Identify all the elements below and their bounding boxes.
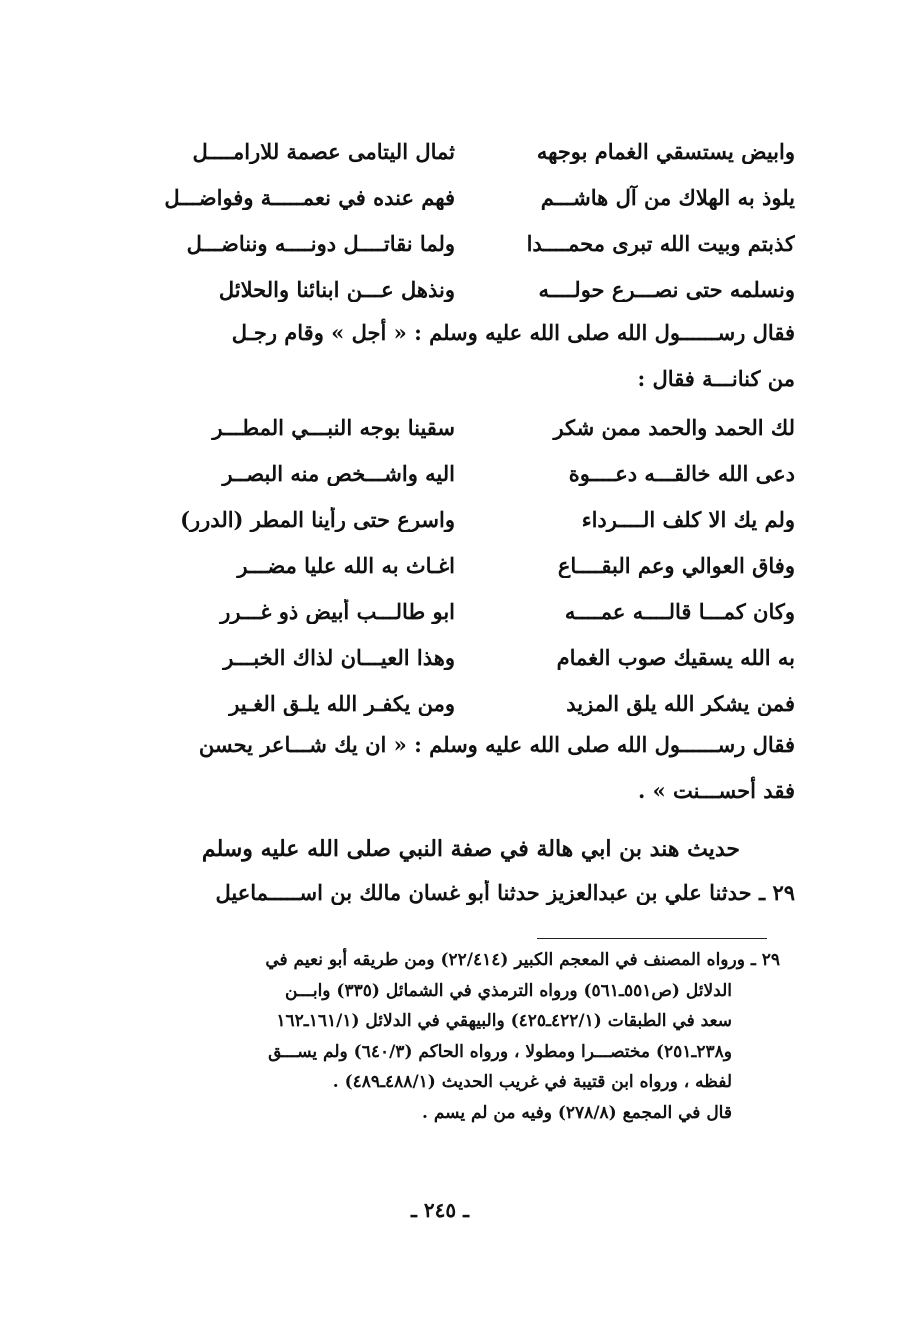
prose-block-2 xyxy=(105,722,795,814)
verse-first-hemistich: وكان كمـــا قالــــه عمــــه xyxy=(564,598,795,624)
verse-second-hemistich: ونذهل عـــن ابنائنا والحلائل xyxy=(218,276,455,302)
verse-second-hemistich: ولما نقاتــــل دونــــه ونناضـــل xyxy=(186,230,455,256)
verse-line xyxy=(155,588,795,634)
verse-first-hemistich: وفاق العوالي وعم البقــــاع xyxy=(557,552,795,578)
verse-line xyxy=(155,450,795,496)
verse-line xyxy=(155,174,795,220)
verse-second-hemistich: فهم عنده في نعمـــــة وفواضـــل xyxy=(164,184,455,210)
verse-second-hemistich: سقينا بوجه النبـــي المطـــر xyxy=(212,414,455,440)
prose-line: فقال رســــــول الله صلى الله عليه وسلم : « ان يك شـــاعر يحسن xyxy=(198,732,795,757)
verse-line xyxy=(155,220,795,266)
page-number: ـ ٢٤٥ ـ xyxy=(411,1198,469,1222)
verse-second-hemistich: اليه واشـــخص منه البصــر xyxy=(222,460,455,486)
footnote-line: قال في المجمع (٢٧٨/٨) وفيه من لم يسم . xyxy=(422,1102,732,1123)
verse-second-hemistich: ثمال اليتامى عصمة للارامــــل xyxy=(192,138,455,164)
prose-line: من كنانـــة فقال : xyxy=(637,366,795,391)
poem-block-1 xyxy=(155,128,795,312)
footnotes-block xyxy=(90,945,780,1128)
footnote-separator xyxy=(537,938,767,939)
footnote-line: لفظه ، ورواه ابن قتيبة في غريب الحديث (٤٨٨/١ـ٤٨٩) . xyxy=(332,1072,732,1092)
verse-first-hemistich: يلوذ به الهلاك من آل هاشـــم xyxy=(540,184,795,210)
hadith-chain-line: ٢٩ ـ حدثنا علي بن عبدالعزيز حدثنا أبو غسان مالك بن اســـــماعيل xyxy=(215,880,795,905)
verse-first-hemistich: كذبتم وبيت الله تبرى محمــــدا xyxy=(526,230,795,256)
prose-line: فقد أحســـنت » . xyxy=(637,778,795,803)
verse-first-hemistich: ولم يك الا كلف الــــرداء xyxy=(581,506,795,532)
verse-second-hemistich: وهذا العيـــان لذاك الخبـــر xyxy=(223,644,455,670)
prose-block-1 xyxy=(105,310,795,402)
verse-line xyxy=(155,128,795,174)
verse-second-hemistich: ابو طالـــب أبيض ذو غـــرر xyxy=(220,598,455,624)
verse-second-hemistich: اغـاث به الله عليا مضـــر xyxy=(237,552,455,578)
verse-line xyxy=(155,404,795,450)
verse-second-hemistich: ومن يكفـر الله يلـق الغـير xyxy=(229,690,455,716)
verse-first-hemistich: فمن يشكر الله يلق المزيد xyxy=(566,690,795,716)
prose-line: فقال رســــــول الله صلى الله عليه وسلم : « أجل » وقام رجـل xyxy=(231,320,795,345)
footnote-line: و٢٣٨ـ٢٥١) مختصـــرا ومطولا ، ورواه الحاكم (٦٤٠/٣) ولم يســـق xyxy=(268,1041,732,1062)
verse-second-hemistich: واسرع حتى رأينا المطر (الدرر) xyxy=(180,506,455,532)
poem-block-2 xyxy=(155,404,795,726)
verse-first-hemistich: به الله يسقيك صوب الغمام xyxy=(556,644,795,670)
verse-line xyxy=(155,542,795,588)
verse-line xyxy=(155,634,795,680)
verse-first-hemistich: ونسلمه حتى نصـــرع حولــــه xyxy=(538,276,795,302)
verse-line xyxy=(155,496,795,542)
verse-first-hemistich: دعى الله خالقـــه دعــــوة xyxy=(568,460,795,486)
verse-first-hemistich: لك الحمد والحمد ممن شكر xyxy=(553,414,795,440)
verse-first-hemistich: وابيض يستسقي الغمام بوجهه xyxy=(536,138,795,164)
section-heading: حديث هند بن ابي هالة في صفة النبي صلى الله عليه وسلم xyxy=(201,836,740,862)
verse-line xyxy=(155,680,795,726)
footnote-line: الدلائل (ص٥٥١ـ٥٦١) ورواه الترمذي في الشمائل (٣٣٥) وابـــن xyxy=(284,980,732,1001)
footnote-line: سعد في الطبقات (٤٢٢/١ـ٤٢٥) والبيهقي في الدلائل (١٦١/١ـ١٦٢ xyxy=(276,1011,732,1031)
footnote-line: ٢٩ ـ ورواه المصنف في المعجم الكبير (٢٢/٤١٤) ومن طريقه أبو نعيم في xyxy=(265,950,780,970)
verse-line xyxy=(155,266,795,312)
